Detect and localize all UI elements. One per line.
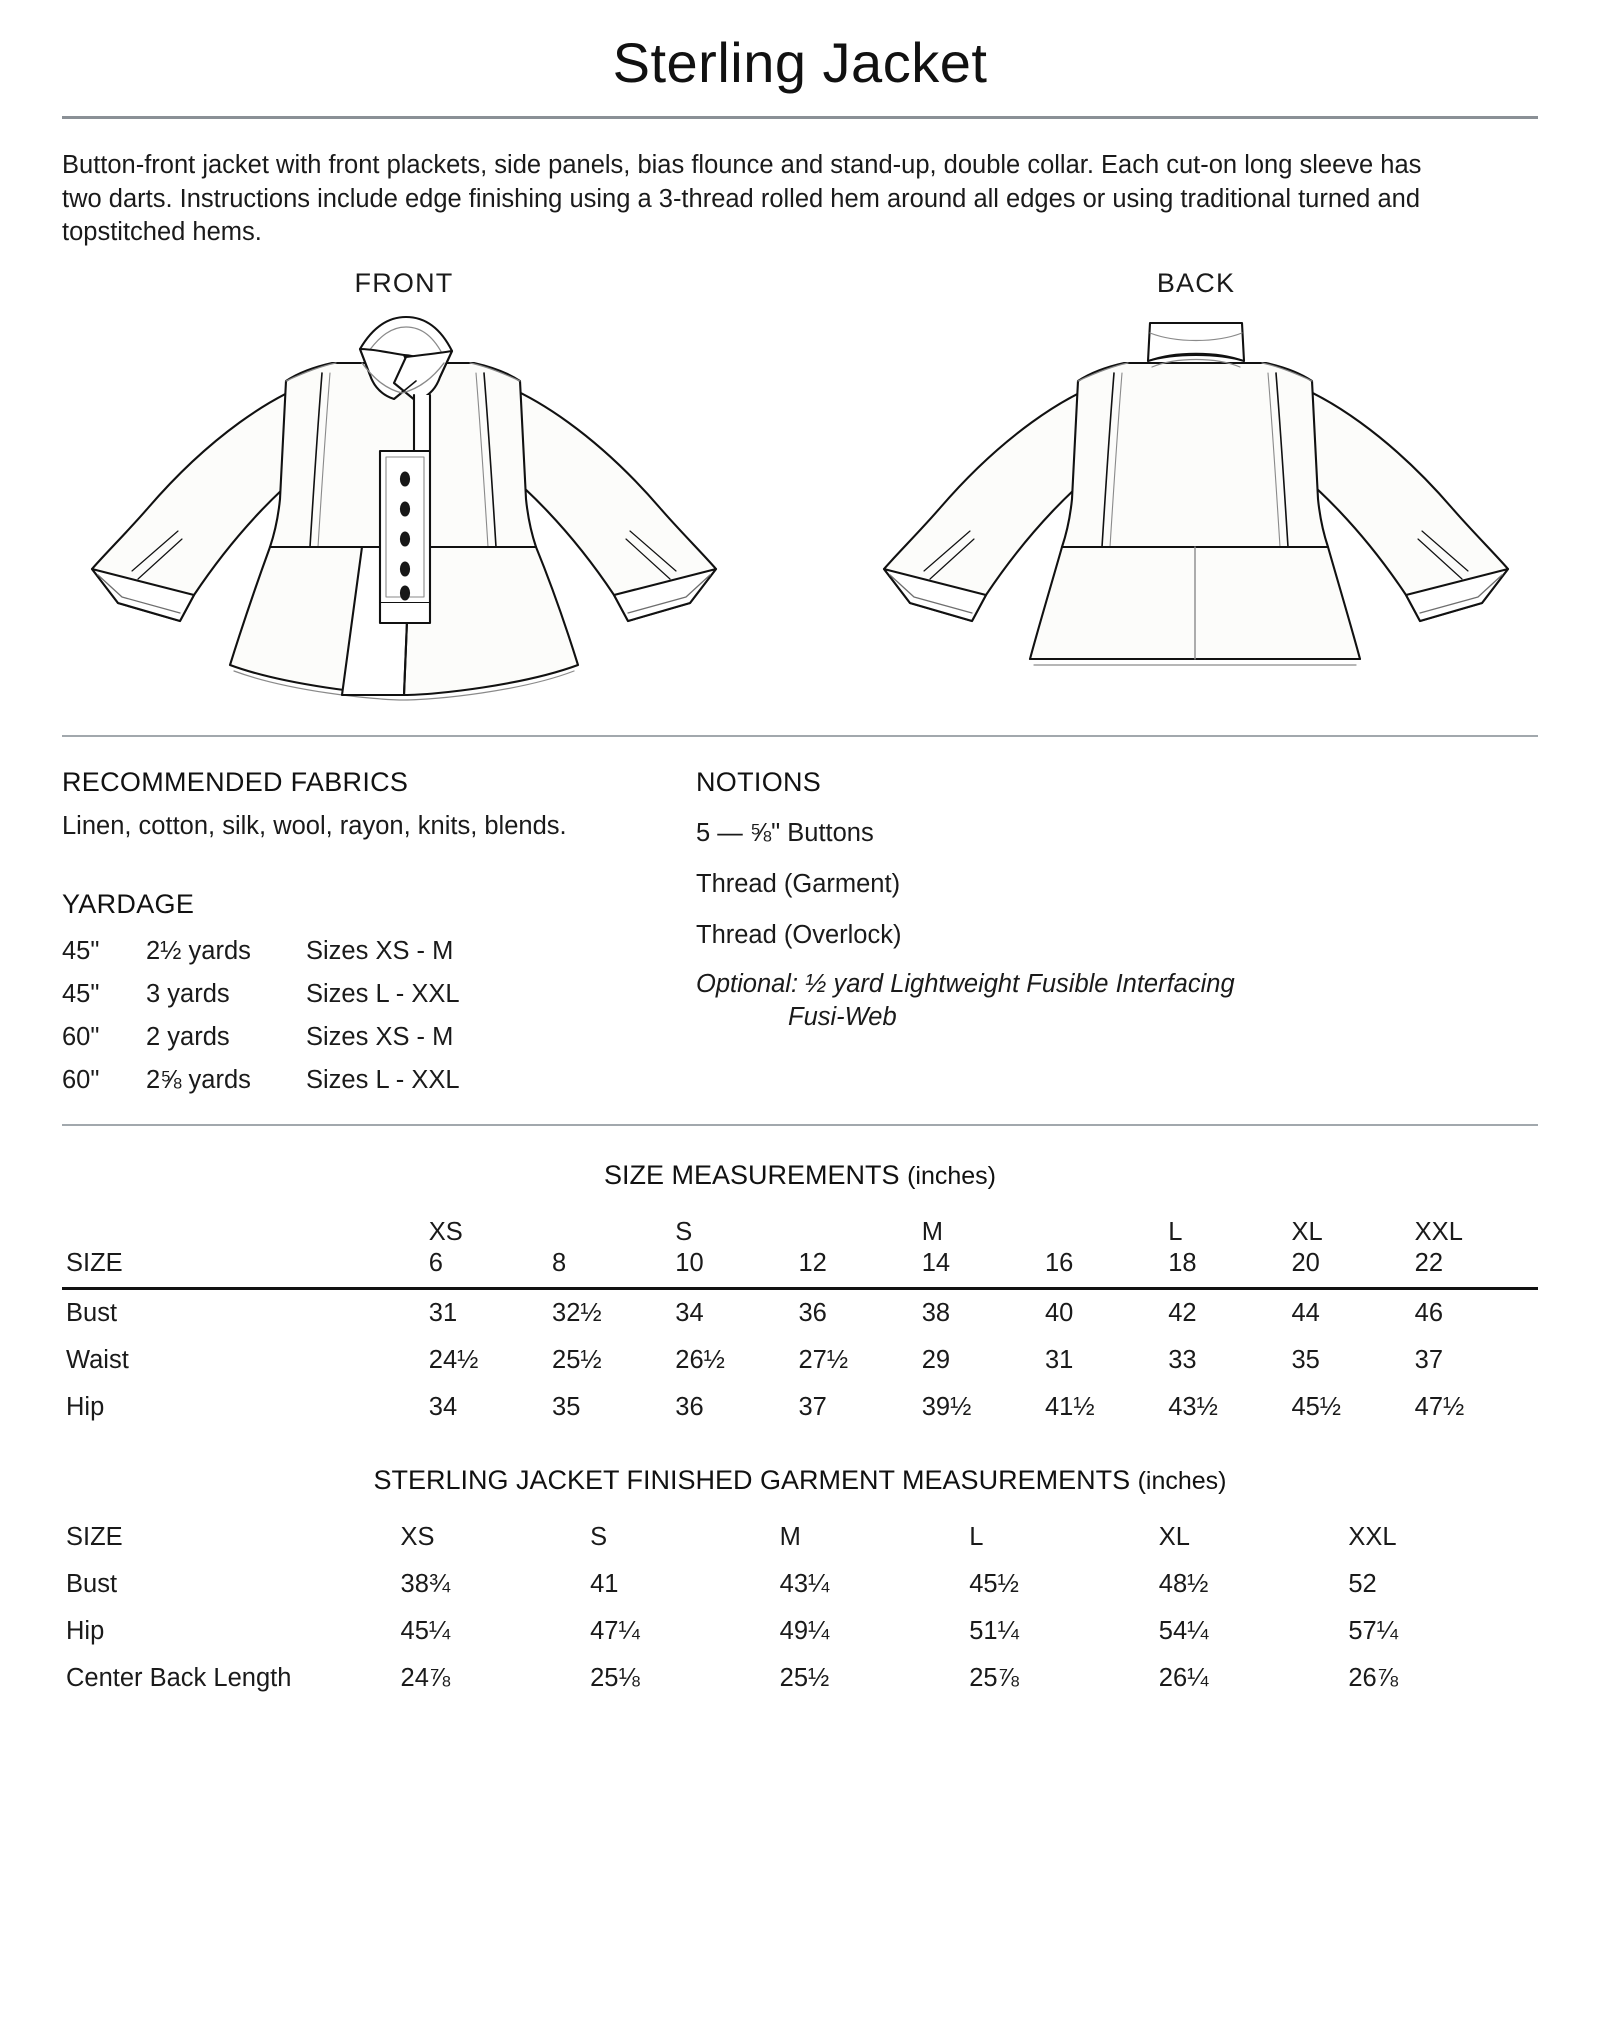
table-row-numeric-sizes <box>62 1247 1538 1289</box>
measurement-label: Hip <box>66 1393 105 1422</box>
size-measurements-table <box>62 1209 1538 1431</box>
measurement-value: 26½ <box>675 1346 725 1375</box>
yardage-sizes: Sizes XS - M <box>306 1023 454 1052</box>
measurement-value: 24⅞ <box>400 1664 451 1693</box>
size-header: XXL <box>1348 1523 1397 1552</box>
alpha-size-m: M <box>921 1218 943 1247</box>
measurement-value: 26⅞ <box>1348 1664 1398 1693</box>
numeric-size: 6 <box>428 1249 443 1278</box>
table-row <box>62 973 460 1016</box>
title-divider <box>62 116 1538 119</box>
yardage-width: 45" <box>62 980 100 1009</box>
finished-measurements-block <box>62 1465 1538 1702</box>
finished-measurements-title <box>62 1465 1538 1496</box>
measurement-label: Center Back Length <box>66 1664 292 1693</box>
table-row <box>62 1289 1538 1338</box>
measurement-value: 24½ <box>428 1346 479 1375</box>
alpha-row-spacer <box>62 1209 429 1247</box>
measurement-value: 41½ <box>1044 1393 1095 1422</box>
yardage-sizes: Sizes L - XXL <box>306 980 460 1009</box>
numeric-size: 10 <box>675 1249 704 1278</box>
table-row <box>62 1655 1538 1702</box>
table-row <box>62 930 460 973</box>
alpha-size-gap2 <box>799 1209 922 1247</box>
yardage-width: 45" <box>62 937 100 966</box>
front-view-label: FRONT <box>354 268 454 299</box>
measurement-value: 39½ <box>921 1393 972 1422</box>
measurement-value: 51¼ <box>969 1617 1019 1646</box>
measurement-value: 46 <box>1414 1299 1444 1328</box>
size-label: SIZE <box>66 1523 123 1552</box>
recommended-fabrics-heading: RECOMMENDED FABRICS <box>62 767 409 798</box>
numeric-size: 12 <box>798 1249 827 1278</box>
size-measurements-block <box>62 1160 1538 1431</box>
measurement-value: 45½ <box>1291 1393 1342 1422</box>
measurement-value: 47½ <box>1414 1393 1465 1422</box>
measurement-value: 34 <box>675 1299 704 1328</box>
size-header: XL <box>1158 1523 1190 1552</box>
measurement-value: 40 <box>1044 1299 1074 1328</box>
alpha-size-xs: XS <box>428 1218 463 1247</box>
finished-measurements-title-text: STERLING JACKET FINISHED GARMENT MEASUREMENTS <box>373 1465 1131 1496</box>
measurement-value: 48½ <box>1158 1570 1209 1599</box>
numeric-size: 20 <box>1291 1249 1320 1278</box>
measurement-value: 36 <box>798 1299 827 1328</box>
measurement-label: Bust <box>66 1570 118 1599</box>
measurement-value: 57¼ <box>1348 1617 1398 1646</box>
measurement-value: 37 <box>1414 1346 1444 1375</box>
measurement-label: Hip <box>66 1617 105 1646</box>
measurement-value: 34 <box>428 1393 458 1422</box>
table-row <box>62 1561 1538 1608</box>
size-label: SIZE <box>66 1249 123 1278</box>
measurement-value: 31 <box>428 1299 458 1328</box>
technical-illustrations <box>62 268 1538 713</box>
measurement-value: 43½ <box>1168 1393 1218 1422</box>
page-title: Sterling Jacket <box>612 31 988 94</box>
front-jacket-illustration <box>74 303 734 713</box>
measurement-value: 35 <box>1291 1346 1320 1375</box>
size-header: XS <box>400 1523 435 1552</box>
back-view <box>846 268 1546 713</box>
numeric-size: 8 <box>552 1249 567 1278</box>
measurement-label: Waist <box>66 1346 129 1375</box>
yardage-amount: 3 yards <box>146 980 230 1009</box>
yardage-table <box>62 930 460 1102</box>
numeric-size: 14 <box>921 1249 951 1278</box>
alpha-size-gap3 <box>1045 1209 1168 1247</box>
list-item: 5 — ⅝" Buttons <box>696 819 874 848</box>
measurement-value: 38 <box>921 1299 951 1328</box>
alpha-size-l: L <box>1168 1218 1183 1247</box>
table-row <box>62 1016 460 1059</box>
notions-optional-item <box>696 961 1538 1041</box>
measurement-value: 44 <box>1291 1299 1320 1328</box>
table-row <box>62 1608 1538 1655</box>
measurement-value: 49¼ <box>779 1617 830 1646</box>
yardage-width: 60" <box>62 1066 100 1095</box>
measurement-value: 31 <box>1044 1346 1074 1375</box>
recommended-fabrics-text: Linen, cotton, silk, wool, rayon, knits, blends. <box>62 812 567 841</box>
alpha-size-s: S <box>675 1218 693 1247</box>
measurement-value: 45½ <box>969 1570 1019 1599</box>
list-item: Thread (Garment) <box>696 870 901 899</box>
illustrations-divider <box>62 735 1538 737</box>
measurement-value: 54¼ <box>1158 1617 1209 1646</box>
back-view-label: BACK <box>1156 268 1236 299</box>
measurement-value: 36 <box>675 1393 704 1422</box>
measurement-value: 25½ <box>552 1346 602 1375</box>
size-measurements-title <box>62 1160 1538 1191</box>
measurement-value: 29 <box>921 1346 951 1375</box>
back-jacket-illustration <box>866 303 1526 713</box>
pattern-description: Button-front jacket with front plackets, side panels, bias flounce and stand-up, double collar. Each cut-on long sleeve has two darts. Instructions include edge finishing using a 3-thread rolled hem around all edges or using traditional turned and topstitched hems. <box>62 150 1422 247</box>
front-view <box>54 268 754 713</box>
measurement-value: 37 <box>798 1393 827 1422</box>
size-measurements-title-unit: (inches) <box>907 1162 996 1191</box>
yardage-divider <box>62 1124 1538 1126</box>
size-header: S <box>590 1523 608 1552</box>
alpha-size-xxl: XXL <box>1414 1218 1463 1247</box>
notions-optional-line1: Optional: ½ yard Lightweight Fusible Interfacing <box>696 970 1235 999</box>
yardage-width: 60" <box>62 1023 100 1052</box>
table-row-alpha-sizes <box>62 1209 1538 1247</box>
table-row-sizes <box>62 1514 1538 1561</box>
yardage-amount: 2 yards <box>146 1023 230 1052</box>
notions-optional-line2: Fusi-Web <box>788 1003 897 1032</box>
measurement-value: 42 <box>1168 1299 1197 1328</box>
numeric-size: 22 <box>1414 1249 1444 1278</box>
yardage-amount: 2½ yards <box>146 937 251 966</box>
notions-column <box>682 767 1538 1102</box>
measurement-value: 35 <box>552 1393 581 1422</box>
table-row <box>62 1337 1538 1384</box>
finished-measurements-title-unit: (inches) <box>1137 1467 1227 1496</box>
measurement-value: 25⅛ <box>590 1664 640 1693</box>
measurement-value: 45¼ <box>400 1617 451 1646</box>
table-row <box>62 1059 460 1102</box>
measurement-value: 43¼ <box>779 1570 830 1599</box>
yardage-sizes: Sizes L - XXL <box>306 1066 460 1095</box>
fabrics-notions-section <box>62 767 1538 1102</box>
yardage-heading: YARDAGE <box>62 889 195 920</box>
measurement-value: 25⅞ <box>969 1664 1019 1693</box>
measurement-value: 47¼ <box>590 1617 640 1646</box>
fabrics-column <box>62 767 682 1102</box>
measurement-label: Bust <box>66 1299 118 1328</box>
table-row <box>62 1384 1538 1431</box>
measurement-value: 27½ <box>798 1346 849 1375</box>
yardage-sizes: Sizes XS - M <box>306 937 454 966</box>
size-header: L <box>969 1523 984 1552</box>
measurement-value: 38¾ <box>400 1570 451 1599</box>
numeric-size: 16 <box>1044 1249 1074 1278</box>
numeric-size: 18 <box>1168 1249 1197 1278</box>
measurement-value: 25½ <box>779 1664 830 1693</box>
alpha-size-xl: XL <box>1291 1218 1323 1247</box>
size-header: M <box>779 1523 801 1552</box>
yardage-amount: 2⅝ yards <box>146 1066 251 1095</box>
notions-list <box>696 808 1538 1041</box>
measurement-value: 26¼ <box>1158 1664 1209 1693</box>
measurement-value: 52 <box>1348 1570 1377 1599</box>
notions-heading: NOTIONS <box>696 767 822 798</box>
measurement-value: 32½ <box>552 1299 602 1328</box>
measurement-value: 33 <box>1168 1346 1197 1375</box>
size-measurements-title-text: SIZE MEASUREMENTS <box>604 1160 900 1191</box>
measurement-value: 41 <box>590 1570 619 1599</box>
list-item: Thread (Overlock) <box>696 921 902 950</box>
finished-measurements-table <box>62 1514 1538 1702</box>
alpha-size-gap1 <box>552 1209 675 1247</box>
